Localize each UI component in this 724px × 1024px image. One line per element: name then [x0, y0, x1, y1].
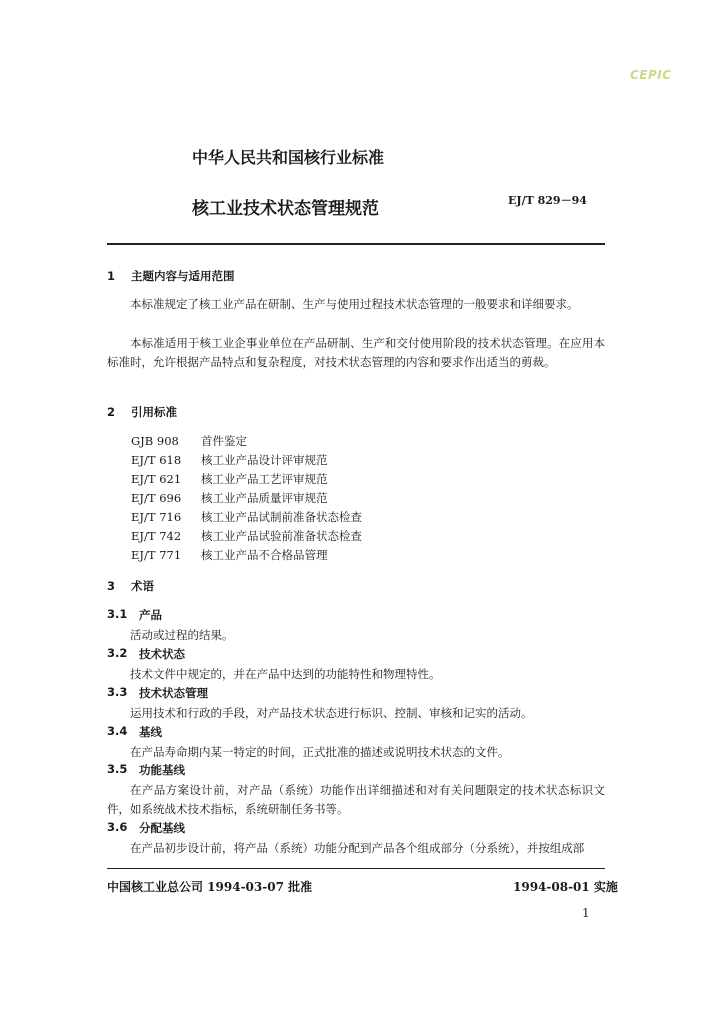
section-2-title: 引用标准	[131, 405, 177, 419]
term-definition: 在产品初步设计前，将产品（系统）功能分配到产品各个组成部分（分系统），并按组成部	[130, 841, 585, 855]
section-3-heading	[107, 578, 154, 594]
reference-title: 核工业产品试验前准备状态检查	[201, 529, 362, 543]
section-1-number: 1	[107, 269, 116, 283]
term-definition: 运用技术和行政的手段，对产品技术状态进行标识、控制、审核和记实的活动。	[130, 706, 533, 720]
term-title: 分配基线	[139, 821, 185, 835]
term-title: 技术状态	[139, 647, 185, 661]
reference-item	[131, 547, 328, 563]
term-number: 3.2	[107, 646, 128, 660]
standard-category-heading: 中华人民共和国核行业标准	[192, 148, 385, 167]
reference-code: EJ/T 716	[131, 510, 182, 524]
term-number: 3.4	[107, 724, 128, 738]
reference-code: EJ/T 771	[131, 548, 182, 562]
term-number: 3.1	[107, 607, 128, 621]
term-title: 功能基线	[139, 763, 185, 777]
reference-code: EJ/T 621	[131, 472, 182, 486]
reference-item	[131, 471, 328, 487]
section-3-title: 术语	[131, 579, 154, 593]
reference-item	[131, 452, 328, 468]
reference-code: EJ/T 618	[131, 453, 182, 467]
reference-title: 核工业产品质量评审规范	[201, 491, 328, 505]
section-1-paragraph-2: 本标准适用于核工业企事业单位在产品研制、生产和交付使用阶段的技术状态管理。在应用本标准时，允许根据产品特点和复杂程度，对技术状态管理的内容和要求作出适当的剪裁。	[107, 336, 605, 369]
reference-item	[131, 528, 362, 544]
section-1-heading	[107, 268, 235, 284]
effective-date: 1994-08-01 实施	[513, 880, 618, 894]
term-definition: 活动或过程的结果。	[130, 628, 234, 642]
reference-item	[131, 433, 247, 449]
reference-title: 核工业产品工艺评审规范	[201, 472, 328, 486]
term-title: 产品	[139, 608, 162, 622]
reference-title: 核工业产品设计评审规范	[201, 453, 328, 467]
cepic-watermark-logo: CEPIC	[630, 68, 672, 82]
term-definition: 技术文件中规定的，并在产品中达到的功能特性和物理特性。	[130, 667, 441, 681]
term-definition: 在产品方案设计前，对产品（系统）功能作出详细描述和对有关问题限定的技术状态标识文件，如系统战术技术指标，系统研制任务书等。	[107, 783, 605, 816]
standard-number: EJ/T 829－94	[508, 194, 587, 207]
section-2-heading	[107, 404, 177, 420]
section-1-title: 主题内容与适用范围	[131, 269, 235, 283]
reference-title: 首件鉴定	[201, 434, 247, 448]
term-number: 3.5	[107, 762, 128, 776]
reference-code: EJ/T 742	[131, 529, 182, 543]
section-3-number: 3	[107, 579, 116, 593]
reference-title: 核工业产品不合格品管理	[201, 548, 328, 562]
reference-item	[131, 509, 362, 525]
section-1-paragraph-1: 本标准规定了核工业产品在研制、生产与使用过程技术状态管理的一般要求和详细要求。	[130, 297, 579, 311]
term-title: 基线	[139, 725, 162, 739]
reference-item	[131, 490, 328, 506]
footer-divider	[107, 868, 605, 869]
reference-code: GJB 908	[131, 434, 179, 448]
section-2-number: 2	[107, 405, 116, 419]
term-title: 技术状态管理	[139, 686, 208, 700]
approval-statement: 中国核工业总公司 1994-03-07 批准	[107, 880, 313, 894]
page-number: 1	[582, 906, 590, 920]
document-title: 核工业技术状态管理规范	[192, 199, 379, 219]
header-divider	[107, 243, 605, 245]
term-definition: 在产品寿命期内某一特定的时间，正式批准的描述或说明技术状态的文件。	[130, 745, 510, 759]
reference-code: EJ/T 696	[131, 491, 182, 505]
term-number: 3.6	[107, 820, 128, 834]
term-number: 3.3	[107, 685, 128, 699]
reference-title: 核工业产品试制前准备状态检查	[201, 510, 362, 524]
